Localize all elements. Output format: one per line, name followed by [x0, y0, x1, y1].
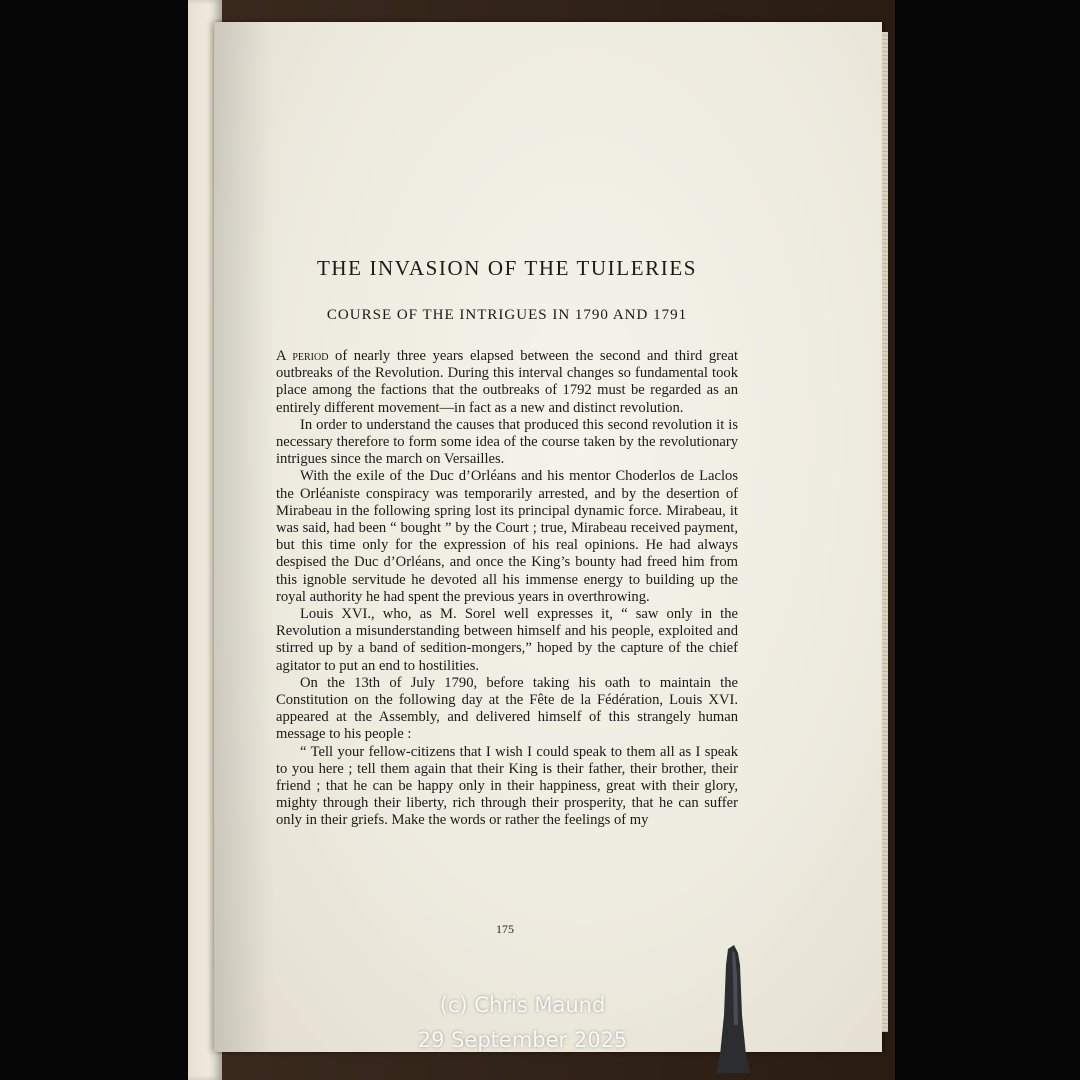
paragraph-5: On the 13th of July 1790, before taking his oath to maintain the Constitution on the following day at the Fête de la Fédération, Louis XVI. appeared at the Assembly, and delivered himself of this strangely human message to his people : — [276, 674, 738, 743]
paragraph-1 — [276, 348, 738, 417]
book-page — [214, 22, 882, 1052]
watermark-copyright: (c) Chris Maund — [439, 993, 606, 1017]
watermark-date: 29 September 2025 — [417, 1028, 628, 1052]
paragraph-4: Louis XVI., who, as M. Sorel well expresses it, “ saw only in the Revolution a misunderstanding between himself and his people, exploited and stirred up by a band of sedition-mongers,” hoped by the capture of the chief agitator to put an end to hostilities. — [276, 606, 738, 674]
page-number: 175 — [496, 922, 514, 936]
gutter-shadow — [214, 22, 274, 1052]
lead-in: A period — [276, 348, 329, 364]
chapter-title: THE INVASION OF THE TUILERIES — [316, 256, 698, 280]
section-title: COURSE OF THE INTRIGUES IN 1790 AND 1791 — [326, 307, 688, 323]
paragraph-1-text: of nearly three years elapsed between the second and third great outbreaks of the Revolution. During this interval changes so fundamental took place among the factions that the outbreaks of 1792 must be regarded as an entirely different movement—in fact as a new and distinct revolution. — [276, 348, 738, 416]
paragraph-6-quote: “ Tell your fellow-citizens that I wish I could speak to them all as I speak to you here ; tell them again that their King is their father, their brother, their friend ; that he can be happy only in their happiness, great with their glory, mighty through their liberty, rich through their prosperity, that he can suffer only in their griefs. Make the words or rather the feelings of my — [276, 743, 738, 829]
paragraph-2: In order to understand the causes that produced this second revolution it is necessary therefore to form some idea of the course taken by the revolutionary intrigues since the march on Versailles. — [276, 416, 738, 468]
paragraph-3: With the exile of the Duc d’Orléans and his mentor Choderlos de Laclos the Orléaniste conspiracy was temporarily arrested, and by the desertion of Mirabeau in the following spring lost its principal dynamic force. Mirabeau, it was said, had been “ bought ” by the Court ; true, Mirabeau received payment, but this time only for the expression of his real opinions. He had always despised the Duc d’Orléans, and once the King’s bounty had freed him from this ignoble servitude he devoted all his immense energy to building up the royal authority he had spent the previous years in overthrowing. — [276, 468, 738, 605]
page-stack-edge — [882, 32, 888, 1032]
page-text — [276, 256, 738, 830]
